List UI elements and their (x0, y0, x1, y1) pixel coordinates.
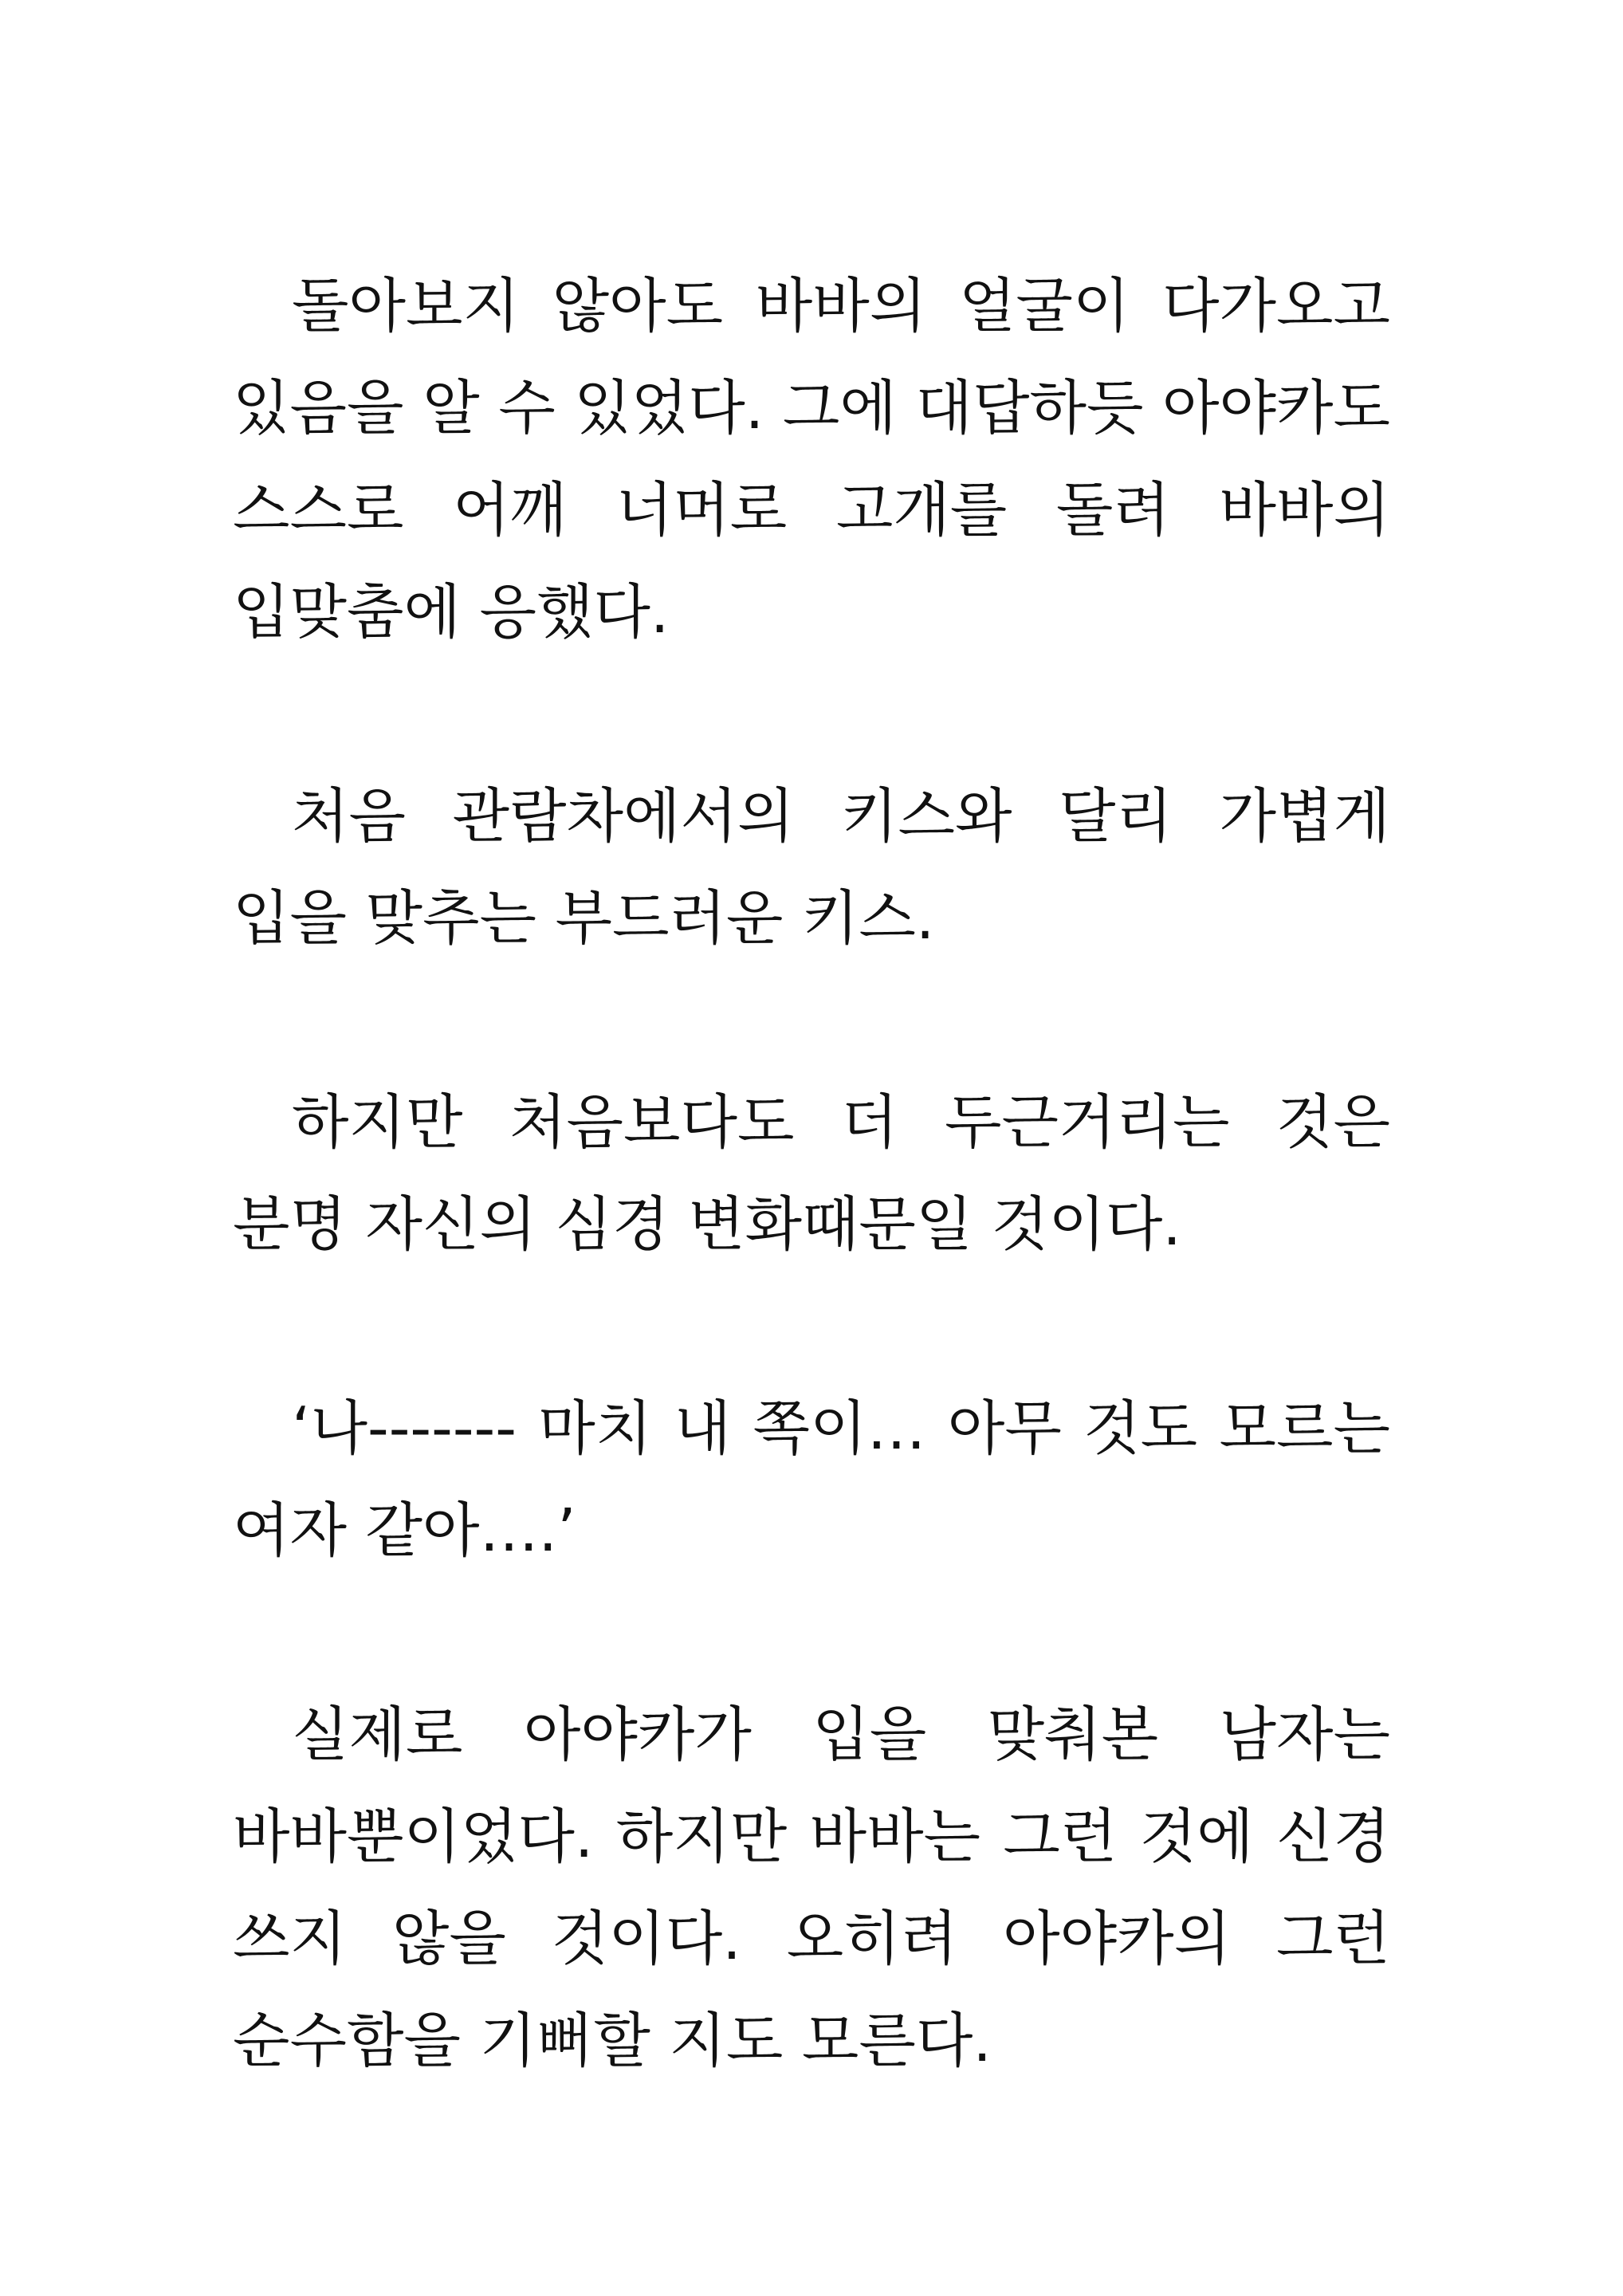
body-text (233, 255, 1390, 2092)
paragraph-1: 돌아보지 않아도 바바의 얼굴이 다가오고 있음을 알 수 있었다. 그에 대답하듯 아야카도 스스로 어깨 너머로 고개를 돌려 바바의 입맞춤에 응했다. (233, 272, 1390, 647)
paragraph-4: ‘나------- 마치 내 쪽이… 아무 것도 모르는 여자 같아….’ (233, 1394, 1390, 1565)
paragraph-5: 실제로 아야카가 입을 맞춰본 남자는 바바뿐이었다. 하지만 바바는 그런 것에 신경 쓰지 않을 것이다. 오히려 아야카의 그런 순수함을 기뻐할 지도 모른다. (233, 1700, 1390, 2075)
paragraph-3: 하지만 처음보다도 더 두근거리는 것은 분명 자신의 심경 변화때문일 것이다. (233, 1088, 1390, 1259)
paragraph-2: 처음 관람차에서의 키스와 달리 가볍게 입을 맞추는 부드러운 키스. (233, 782, 1390, 953)
